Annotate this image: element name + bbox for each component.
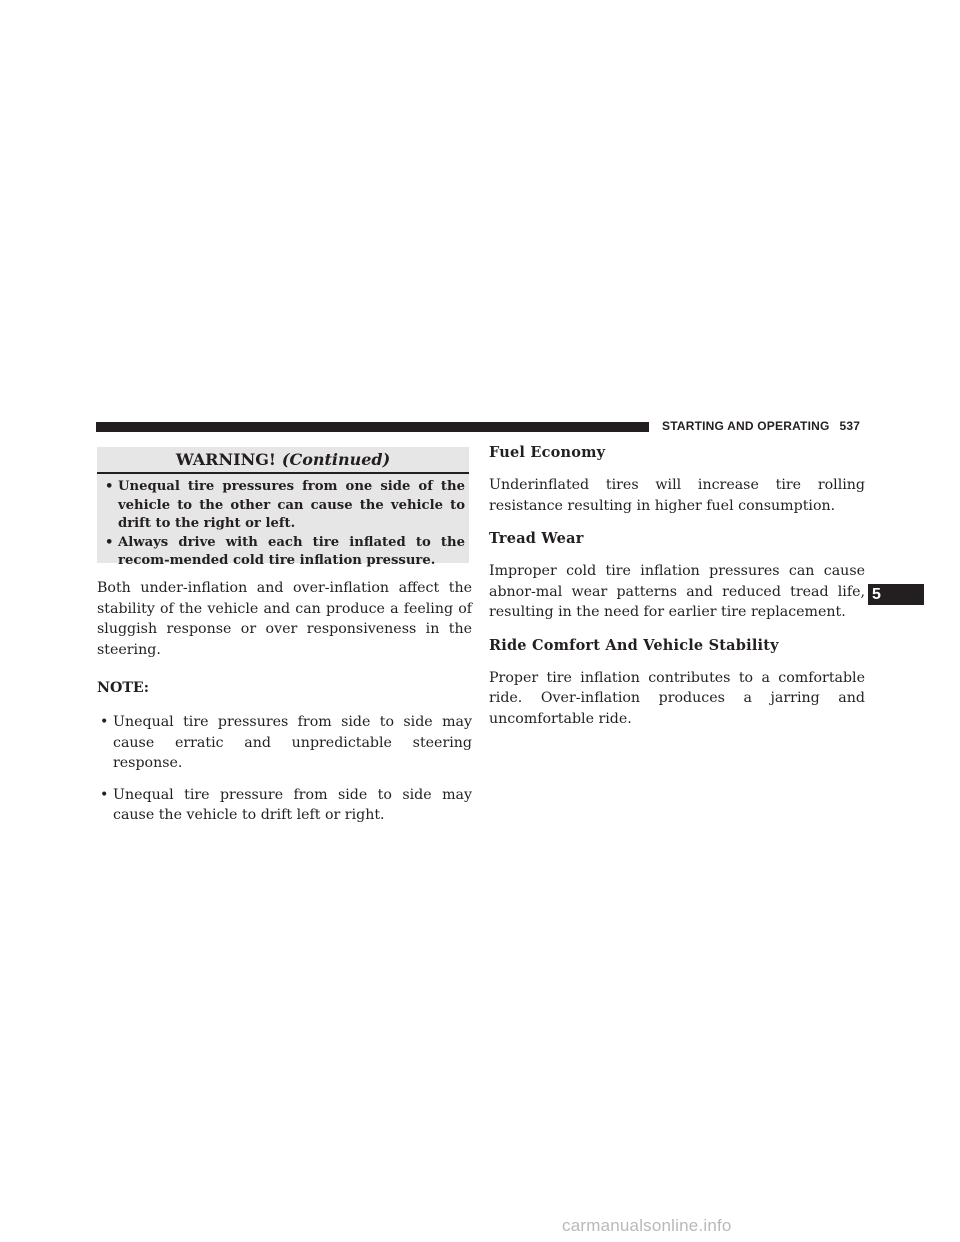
running-header [662, 419, 860, 433]
ride-comfort-text: Proper tire inflation contributes to a comfortable ride. Over-inflation produces a jarring and uncomfortable ride. [489, 669, 865, 727]
section-heading-tread-wear: Tread Wear [489, 530, 584, 547]
bullet-icon: • [100, 714, 109, 730]
note-item [97, 785, 472, 826]
section-heading-ride-comfort: Ride Comfort And Vehicle Stability [489, 636, 779, 654]
chapter-number: 5 [872, 586, 881, 603]
note-item-text: Unequal tire pressure from side to side may cause the vehicle to drift left or right. [113, 786, 472, 823]
stability-paragraph: Both under-inflation and over-inflation affect the stability of the vehicle and can produce a feeling of sluggish response or over responsiveness in the steering. [97, 580, 472, 658]
bullet-icon: • [100, 786, 109, 803]
page-number: 537 [839, 419, 861, 433]
watermark: carmanualsonline.info [562, 1216, 732, 1235]
note-list [97, 712, 472, 826]
warning-list [105, 478, 465, 571]
warning-item [105, 534, 465, 571]
left-column [97, 578, 472, 837]
note-label: NOTE: [97, 680, 149, 696]
section-title: STARTING AND OPERATING [662, 419, 830, 433]
bullet-icon: • [105, 534, 114, 550]
right-column [489, 443, 865, 729]
note-item [97, 712, 472, 774]
warning-box [97, 447, 469, 568]
bullet-icon: • [105, 479, 114, 494]
note-item-text: Unequal tire pressures from side to side may cause erratic and unpredictable steering response. [113, 714, 472, 771]
warning-continued: (Continued) [281, 450, 391, 469]
warning-label: WARNING! [175, 450, 276, 469]
warning-item [105, 478, 465, 534]
section-heading-fuel-economy: Fuel Economy [489, 444, 606, 461]
fuel-economy-text: Underinflated tires will increase tire rolling resistance resulting in higher fuel consumption. [489, 477, 865, 514]
warning-item-text: Always drive with each tire inflated to the recom-mended cold tire inflation pressure. [118, 534, 465, 568]
chapter-tab [868, 584, 924, 605]
warning-item-text: Unequal tire pressures from one side of the vehicle to the other can cause the vehicle to drift to the right or left. [118, 479, 465, 531]
tread-wear-text: Improper cold tire inflation pressures can cause abnor-mal wear patterns and reduced tread life, resulting in the need for earlier tire replacement. [489, 563, 865, 620]
warning-title [97, 447, 469, 474]
header-rule [96, 422, 649, 432]
